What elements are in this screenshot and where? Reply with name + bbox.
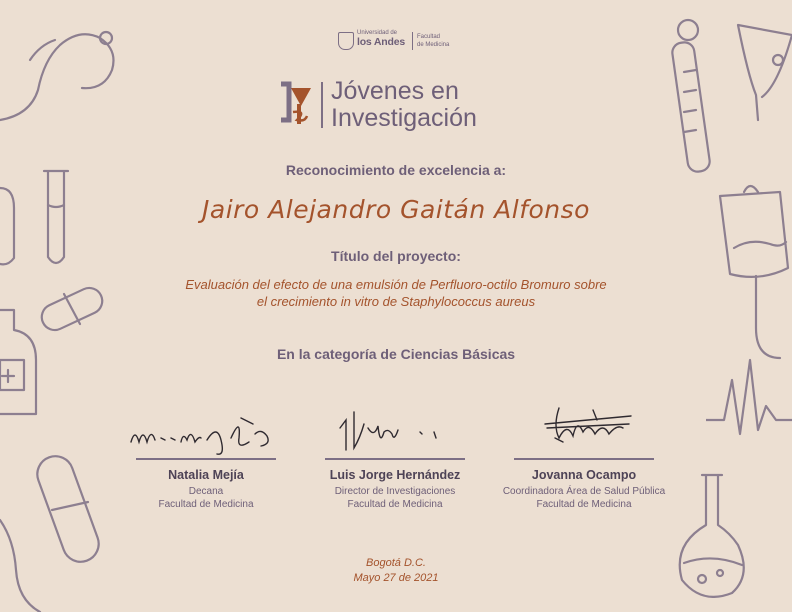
faculty-name: Facultad de Medicina [417,34,450,48]
signature-image [310,398,480,456]
signatory-faculty: Facultad de Medicina [158,499,254,510]
date: Mayo 27 de 2021 [353,572,439,584]
signatory-role: Decana [188,486,224,497]
signature-block-coordinator [479,398,689,511]
signatory-role: Director de Investigaciones [334,486,456,497]
header-divider [412,32,413,50]
signatory-faculty: Facultad de Medicina [347,499,443,510]
signatory-name: Natalia Mejía [168,468,244,482]
signatory-name: Jovanna Ocampo [531,468,637,482]
place: Bogotá D.C. [366,557,426,569]
thermometer-icon [656,12,726,182]
signature-block-director [290,398,500,511]
program-title: Jóvenes en Investigación [331,77,477,132]
university-name: Universidad de los Andes [357,30,405,48]
stethoscope-icon [0,20,130,130]
signature-image [121,398,291,456]
university-seal-icon [338,32,354,50]
project-label: Título del proyecto: [331,248,461,264]
category-line: En la categoría de Ciencias Básicas [276,346,516,362]
signature-image [499,398,669,456]
awardee-name: Jairo Alejandro Gaitán Alfonso [202,195,590,224]
signature-block-dean [101,398,311,511]
project-title: Evaluación del efecto de una emulsión de Perfluoro-octilo Bromuro sobre el crecimiento in vitro de Staphylococcus aureus [185,277,607,309]
logo-divider [321,82,323,128]
signatory-role: Coordinadora Área de Salud Pública [502,486,666,497]
funnel-icon [728,15,792,125]
jovenes-logo-mark-icon [277,80,315,128]
heartbeat-icon [706,350,792,440]
signature-line [325,458,465,460]
recognition-heading: Reconocimiento de excelencia a: [285,162,507,178]
university-logo [338,30,468,54]
signature-line [136,458,276,460]
signature-line [514,458,654,460]
program-logo [277,76,527,134]
signatory-faculty: Facultad de Medicina [536,499,632,510]
signatory-name: Luis Jorge Hernández [329,468,461,482]
place-date [0,556,792,586]
